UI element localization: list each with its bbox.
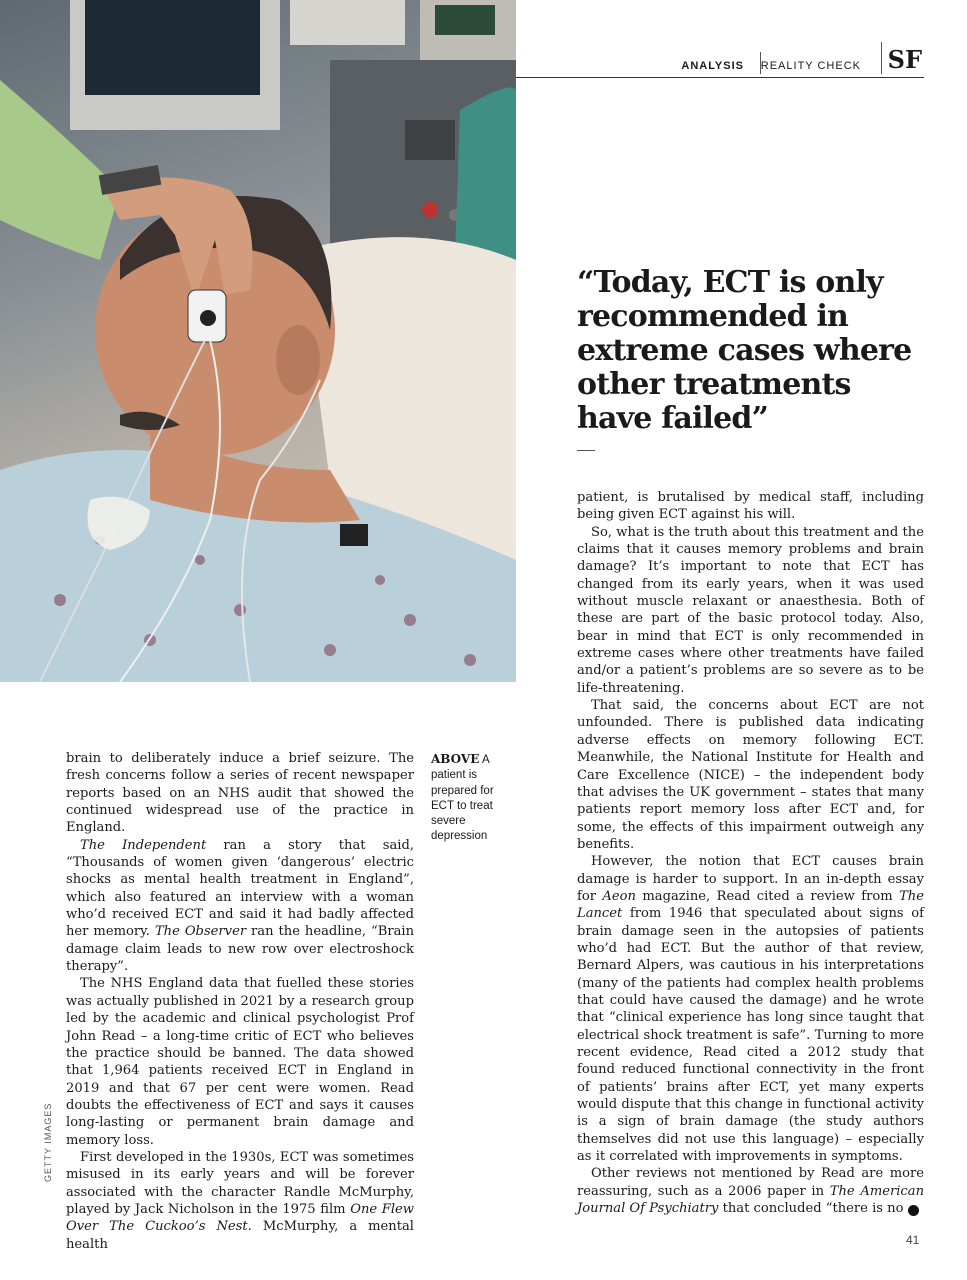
paragraph: So, what is the truth about this treatment and the claims that it causes memory problems and brain damage? It’s important to note that ECT has changed from its early years, when it was used without muscle relaxant or anaesthesia. Both of these are part of the basic protocol today. Also, bear in mind that ECT is only recommended in extreme cases where other treatments have failed and/or a patient’s problems are so severe as to be life-threatening. bbox=[577, 524, 924, 696]
publication-name: The Lancet bbox=[577, 888, 924, 922]
section-label: ANALYSIS bbox=[681, 60, 744, 72]
publication-name: The Independent bbox=[80, 837, 207, 853]
hero-photo bbox=[0, 0, 516, 682]
paragraph: patient, is brutalised by medical staff, including being given ECT against his will. bbox=[577, 490, 924, 523]
pull-quote-rule bbox=[577, 450, 595, 451]
paragraph: That said, the concerns about ECT are not unfounded. There is published data indicating adverse effects on memory following ECT. Meanwhile, the National Institute for Health and Care Excellence (NICE) – the independent body that advises the UK government – states that many patients report memory loss after ECT and, for some, the effects of this impairment outweigh any benefits. bbox=[577, 698, 924, 852]
caption-label: ABOVE bbox=[431, 752, 480, 766]
publication-name: The Observer bbox=[154, 924, 247, 940]
photo-illustration bbox=[0, 0, 516, 682]
paragraph: However, the notion that ECT causes brain damage is harder to support. In an in-depth essay for Aeon magazine, Read cited a review from The Lancet from 1946 that speculated about signs of brain damage seen in the autopsies of patients who’d had ECT. But the author of that review, Bernard Alpers, was cautious in his interpretations (many of the patients had complex health problems that could have caused the damage) and he wrote that “clinical experience has long since taught that electrical shock treatment is safe”. Turning to more recent evidence, Read cited a 2012 study that found reduced functional connectivity in the front of patients’ brains after ECT, yet many experts would dispute that this change in functional activity is a sign of brain damage (the study authors themselves did not use this language) – especially as it correlated with improvements in symptoms. bbox=[577, 854, 924, 1165]
film-title: One Flew Over The Cuckoo’s Nest. bbox=[66, 1201, 415, 1235]
continue-arrow-icon: › bbox=[908, 1205, 919, 1216]
paragraph: brain to deliberately induce a brief seizure. The fresh concerns follow a series of recent newspaper reports based on an NHS audit that showed the continued widespread use of the practice in England. bbox=[66, 751, 414, 836]
monitor-clip bbox=[340, 524, 368, 546]
pull-quote: “Today, ECT is only recommended in extreme cases where other treatments have failed” bbox=[577, 265, 912, 436]
magazine-logo: SF bbox=[887, 45, 922, 74]
photo-caption bbox=[431, 752, 506, 845]
paragraph: Other reviews not mentioned by Read are more reassuring, such as a 2006 paper in The American Journal Of Psychiatry that concluded “there is no › bbox=[577, 1166, 925, 1217]
article-column-2 bbox=[577, 489, 924, 1217]
header-divider bbox=[881, 42, 882, 74]
paragraph: The NHS England data that fuelled these stories was actually published in 2021 by a research group led by the academic and clinical psychologist Prof John Read – a long-time critic of ECT who believes the practice should be banned. The data showed that 1,964 patients received ECT in England in 2019 and that 67 per cent were women. Read doubts the effectiveness of ECT and says it causes long-lasting or permanent brain damage and memory loss. bbox=[66, 976, 414, 1148]
device bbox=[290, 0, 405, 45]
subsection-label: REALITY CHECK bbox=[760, 60, 861, 72]
caption-text: A patient is prepared for ECT to treat severe depression bbox=[431, 754, 494, 843]
page-number: 41 bbox=[906, 1233, 920, 1247]
paragraph: First developed in the 1930s, ECT was sometimes misused in its early years and will be forever associated with the character Randle McMurphy, played by Jack Nicholson in the 1975 film One Flew Over The Cuckoo’s Nest. McMurphy, a mental health bbox=[66, 1149, 415, 1252]
paragraph: The Independent ran a story that said, “Thousands of women given ‘dangerous’ electric shocks as mental health treatment in England”, which also featured an interview with a woman who’d received ECT and said it had badly affected her memory. The Observer ran the headline, “Brain damage claim leads to new row over electroshock therapy”. bbox=[66, 837, 415, 975]
article-column-1 bbox=[66, 750, 414, 1253]
publication-name: The American Journal Of Psychiatry bbox=[577, 1183, 924, 1217]
running-header bbox=[516, 45, 924, 78]
staff-scrubs bbox=[455, 88, 516, 261]
publication-name: Aeon bbox=[602, 888, 636, 904]
photo-credit: GETTY IMAGES bbox=[43, 1102, 53, 1182]
